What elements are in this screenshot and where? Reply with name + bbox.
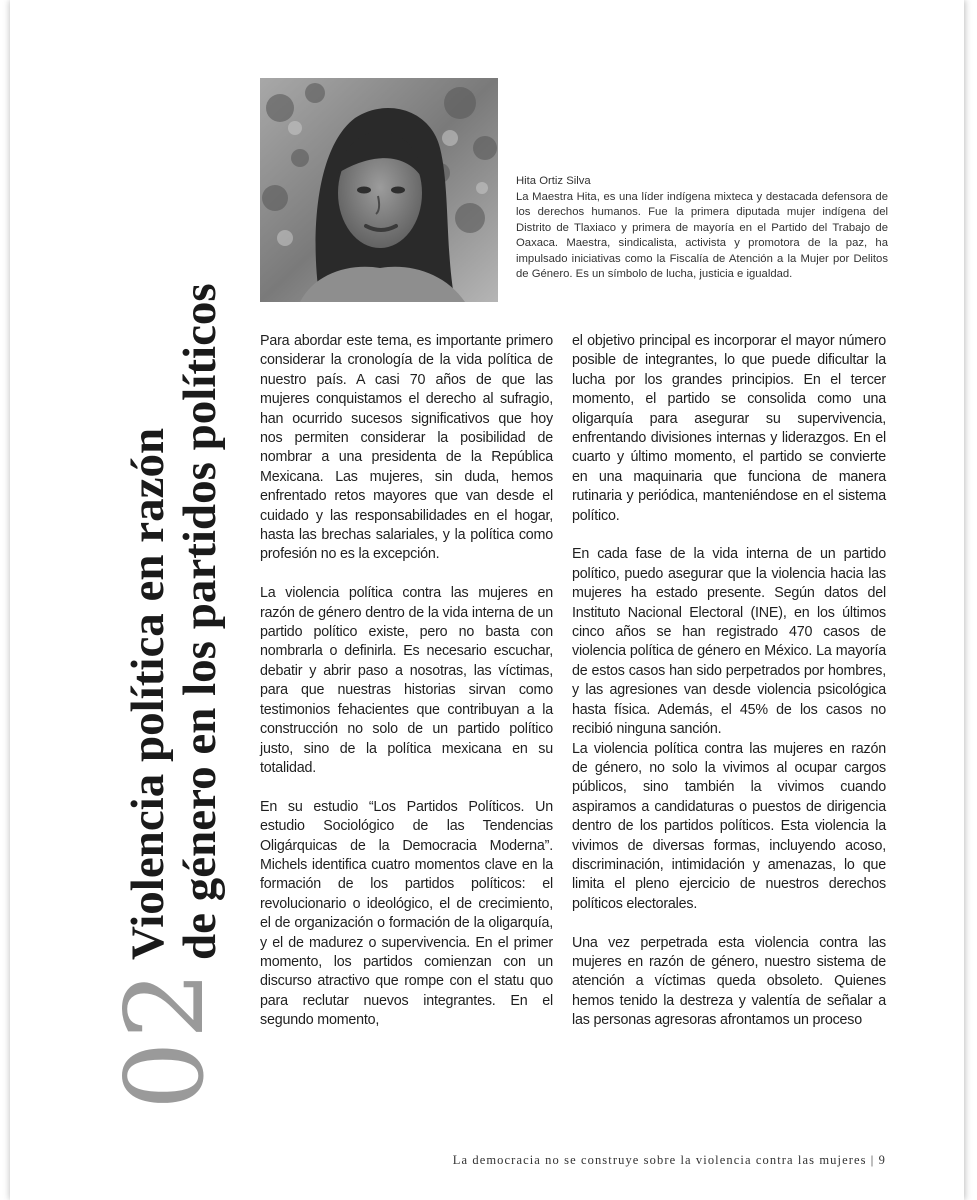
chapter-title-line-1: Violencia política en razón <box>122 427 174 960</box>
paragraph: En cada fase de la vida interna de un partido político, puedo asegurar que la violencia hacia las mujeres ha estado presente. Según datos del Instituto Nacional Electoral (INE), en los últimos cinco años se han registrado 470 casos de violencia política de género en México. La mayoría de estos casos han sido perpetrados por hombres, y las agresiones van desde violencia psicológica hasta física. Además, el 45% de los casos no recibió ninguna sanción. <box>572 546 886 738</box>
chapter-title <box>122 283 226 960</box>
body-column-right <box>572 332 886 1050</box>
page-footer: La democracia no se construye sobre la violencia contra las mujeres | 9 <box>452 1153 886 1167</box>
caption-bio: La Maestra Hita, es una líder indígena mixteca y destacada defensora de los derechos humanos. Fue la primera diputada mujer indígena del Distrito de Tlaxiaco y primera de mayoría en el Partido del Trabajo de Oaxaca. Maestra, sindicalista, activista y promotora de la paz, ha impulsado iniciativas como la Fiscalía de Atención a la Mujer por Delitos de Género. Es un símbolo de lucha, justicia e igualdad. <box>516 190 888 280</box>
paragraph: Una vez perpetrada esta violencia contra las mujeres en razón de género, nuestro sistema de atención a víctimas queda obsoleto. Quienes hemos tenido la destreza y valentía de señalar a las personas agresoras afrontamos un proceso <box>572 934 886 1029</box>
body-column-left <box>260 332 553 1050</box>
chapter-title-line-2: de género en los partidos políticos <box>174 283 226 960</box>
paragraph: Para abordar este tema, es importante primero considerar la cronología de la vida política de nuestro país. A casi 70 años de que las mujeres conquistamos el derecho al sufragio, han ocurrido sucesos significativos que hoy nos permiten considerar la posibilidad de nombrar a una presidenta de la República Mexicana. Las mujeres, sin duda, hemos enfrentado retos mayores que van desde el cuidado y las responsabilidades en el hogar, hasta las brechas salariales, y la política como profesión no es la excepción. <box>260 333 553 563</box>
chapter-number: 02 <box>103 968 228 1110</box>
photo-caption <box>516 174 888 283</box>
paragraph: La violencia política contra las mujeres en razón de género, no solo la vivimos al ocupar cargos públicos, sino también la vivimos cuando aspiramos a candidaturas o puestos de dirigencia dentro de los partidos políticos. Esta violencia la vivimos de diversas formas, incluyendo acoso, discriminación, intimidación y amenazas, lo que limita el pleno ejercicio de nuestros derechos políticos electorales. <box>572 740 886 912</box>
document-page <box>10 0 964 1200</box>
paragraph: La violencia política contra las mujeres en razón de género dentro de la vida interna de un partido político existe, pero no basta con nombrarla o definirla. Es necesario escuchar, debatir y abrir paso a nosotras, las víctimas, para que nuestras historias sirvan como testimonios fehacientes que contribuyan a la construcción no solo de un partido político justo, sino de la política mexicana en su totalidad. <box>260 585 553 776</box>
paragraph: En su estudio “Los Partidos Políticos. Un estudio Sociológico de las Tendencias Oligárquicas de la Democracia Moderna”. Michels identifica cuatro momentos clave en la formación de los partidos políticos: el revolucionario o ideológico, el de crecimiento, el de organización o formación de la oligarquía, y el de madurez o supervivencia. En el primer momento, los partidos comienzan con un discurso atractivo que rompe con el statu quo para reclutar nuevos integrantes. En el segundo momento, <box>260 798 553 1029</box>
paragraph: el objetivo principal es incorporar el mayor número posible de integrantes, lo que puede dificultar la lucha por los grandes principios. En el tercer momento, el partido se consolida como una oligarquía para asegurar su supervivencia, enfrentando divisiones internas y liderazgos. En el cuarto y último momento, el partido se convierte en una maquinaria que funciona de manera rutinaria y periódica, manteniéndose en el sistema político. <box>572 333 886 524</box>
chapter-heading <box>103 240 230 1110</box>
portrait-image <box>260 78 498 302</box>
author-photo <box>260 78 498 302</box>
caption-name: Hita Ortiz Silva <box>516 175 591 187</box>
